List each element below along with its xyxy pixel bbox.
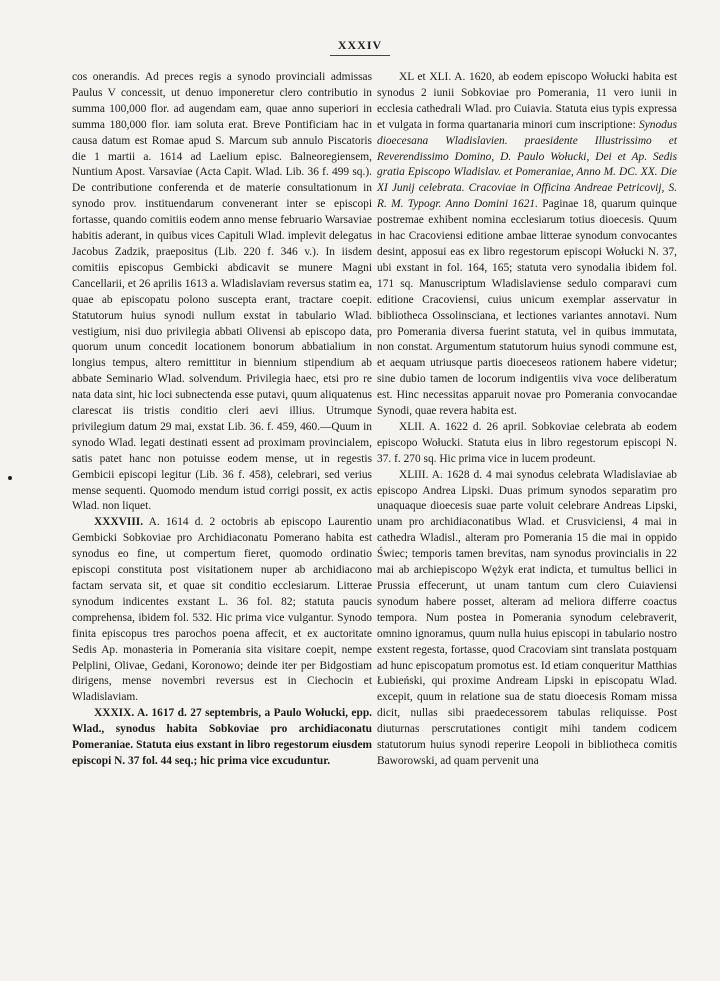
right-column [377, 70, 677, 770]
left-paragraph-1: cos onerandis. Ad preces regis a synodo provinciali admissas Paulus V concessit, ut denuo imponeretur clero contributio in summa 100,000 flor. ad augendam eam, quae anno superiori in summa 180,000 flor. iam soluta erat. Breve Pontificiam hac in causa datum est Romae apud S. Marcum sub annulo Piscatoris die 1 martii a. 1614 ad Laelium episc. Balneoregiensem, Nuntium Apost. Varsaviae (Acta Capit. Wlad. Lib. 36 f. 499 sq.). De contributione conferenda et de materie consultationum in synodo prov. instituendarum convenerant inter se episcopi fortasse, quando comitiis eodem anno mense februario Warsaviae habitis aderant, in quibus vices Capituli Wlad. implevit delegatus Jacobus Zadzik, praepositus (Lib. 220 f. 346 v.). In iisdem comitiis episcopus Gembicki abdicavit se munere Magni Cancellarii, et 26 aprilis 1613 a. Wladislaviam reversus statim ea, quae ab episcopatu polono suscepta erant, tractare coepit. Statutorum huius synodi nullum exstat in tabulario Wlad. vestigium, nisi duo privilegia abbati Olivensi ab episcopo data, quorum unum concedit locationem bonorum abbatialium in longius tempus, altero remittitur in biennium stipendium ab abbate Seminario Wlad. solvendum. Privilegia haec, etsi pro re nata data sint, hic loci subnectenda esse putavi, quum aliquatenus clarescat iis tristis conditio cleri aevi illius. Utrumque privilegium datum 29 mai, exstat Lib. 36. f. 459, 460.—Quum in synodo Wlad. legati destinati essent ad proximam provincialem, satis patet hanc non potuisse eodem mense, ut in regestis Gembicii episcopi legitur (Lib. 36 f. 458), celebrari, sed verius mense sequenti. Quomodo mendum istud corrigi possit, ex actis Wlad. non liquet. [72, 71, 372, 513]
section-text-xl-xli-b: Paginae 18, quarum quinque postremae exhibent nomina ecclesiarum totius dioecesis. Quum in hac Cracoviensi editione ambae litterae synodum convocantes desint, apposui eas ex libro regestorum episcopi Wołucki N. 37, ubi exstant in fol. 164, 165; statuta vero synodalia ibidem fol. 171 sq. Manuscriptum Wladislaviense sedulo comparavi cum editione Cracoviensi, cuius unicum exemplar asservatur in bibliotheca Ossolinsciana, et lectiones variantes annotavi. Num pro Pomerania diversa fuerint statuta, vel in quibus immutata, non constat. Argumentum statutorum huius synodi commune est, et aequam utriusque partis dioeceseos rationem habere videtur; sine dubio tamen de locorum indigentiis viva voce deliberatum est. Hinc necessitas apparuit novae pro Pomerania convocandae Synodi, quae revera habita est. [377, 198, 677, 418]
section-label-xxxviii: XXXVIII. [94, 516, 144, 529]
print-title: Synodus dioecesana Wladislavien. praesidente Illustrissimo et Reverendissimo Domino, D. Paulo Wołucki, Dei et Ap. Sedis gratia Episcopo Wladislav. et Pomeraniae, Anno M. DC. XX. Die XI Junij celebrata. Cracoviae in Officina Andreae Petricovij, S. R. M. Typogr. Anno Domini 1621. [377, 118, 677, 211]
left-column [72, 70, 372, 770]
right-paragraph-3 [377, 468, 677, 770]
section-text-xl-xli-a: A. 1620, ab eodem episcopo Wołucki habita est synodus 2 iunii Sobkoviae pro Pomerania, 11 vero iunii in ecclesia cathedrali Wlad. pro Cuiavia. Statuta eius typis expressa et vulgata in forma quartanaria minori cum inscriptione: [377, 71, 677, 131]
left-paragraph-2 [72, 515, 372, 706]
section-label-xl-xli: XL et XLI. [399, 71, 452, 83]
section-label-xlii: XLII. [399, 420, 425, 433]
section-label-xxxix: XXXIX. [94, 707, 135, 720]
section-text-xlii: A. 1622 d. 26 april. Sobkoviae celebrata ab eodem episcopo Wołucki. Statuta eius in libro regestorum episcopi N. 37. f. 270 sq. Hic prima vice in lucem prodeunt. [377, 420, 678, 465]
section-text-xxxix: A. 1617 d. 27 septembris, a Paulo Wołucki, epp. Wlad., synodus habita Sobkoviae pro archidiaconatu Pomeraniae. Statuta eius exstant in libro regestorum eiusdem episcopi N. 37 fol. 44 seq.; hic prima vice excuduntur. [72, 707, 373, 767]
section-text-xxxviii: A. 1614 d. 2 octobris ab episcopo Laurentio Gembicki Sobkoviae pro Archidiaconatu Pomerano habita est synodus eo fine, ut compertum fieret, quomodo ordinatio episcopi constituta post visitationem nuper ab archidiacono factam servata sit, et quae sit conditio ecclesiarum. Litterae synodum indicentes exstant L. 36 fol. 82; statuta paucis comprehensa, ibidem fol. 532. Hic prima vice vulgantur. Synodo finita episcopus tres parochos poena affecit, et ex auctoritate Sedis Ap. monasteria in Pomerania sita visitare coepit, nempe Pelplini, Olivae, Gedani, Koronowo; deinde iter per Bidgostiam dirigens, mense novembri reversus est in Ciechocin et Wladislaviam. [72, 516, 372, 704]
section-text-xliii: A. 1628 d. 4 mai synodus celebrata Wladislaviae ab episcopo Andrea Lipski. Duas primum synodos separatim pro unaquaque dioecesis suae parte voluit celebrare Andreas Lipski, unam pro archidiaconatibus Wlad. et Crusviciensi, 4 mai in cathedra Wladisl., alteram pro Pomerania 15 die mai in oppido Świec; temporis tamen brevitas, nam synodus provincialis in 22 mai ab archiepiscopo Wężyk erat indicta, et tumultus bellici in Prussia effecerunt, ut unam tantum cum clero Cuiaviensi synodum habere posset, alteram ad meliora differre coactus tempora. Num postea in Pomerania synodum celebraverit, omnino ignoramus, quum nulla huius episcopi in tabulario nostro exstent regesta, fortasse, quod Cracoviam sint translata postquam ad hunc episcopatum promotus est. Id etiam conqueritur Matthias Łubieński, qui proxime Andream Lipski in episcopatu Wlad. excepit, quum in relatione sua de statu dioecesis Romam missa dicit, nullas sibi praedecessorem tabulas reliquisse. Post diuturnas perscrutationes contigit mihi tandem codicem statutorum huius synodi reperire Leopoli in bibliotheca comitis Baworowski, ad quam pervenit una [377, 468, 677, 767]
scan-speck [8, 476, 12, 480]
section-label-xliii: XLIII. [399, 468, 429, 481]
right-paragraph-2 [377, 420, 677, 468]
page-number: XXXIV [337, 38, 383, 52]
right-paragraph-1 [377, 70, 677, 420]
left-paragraph-3 [72, 706, 372, 770]
header-rule [330, 55, 390, 56]
